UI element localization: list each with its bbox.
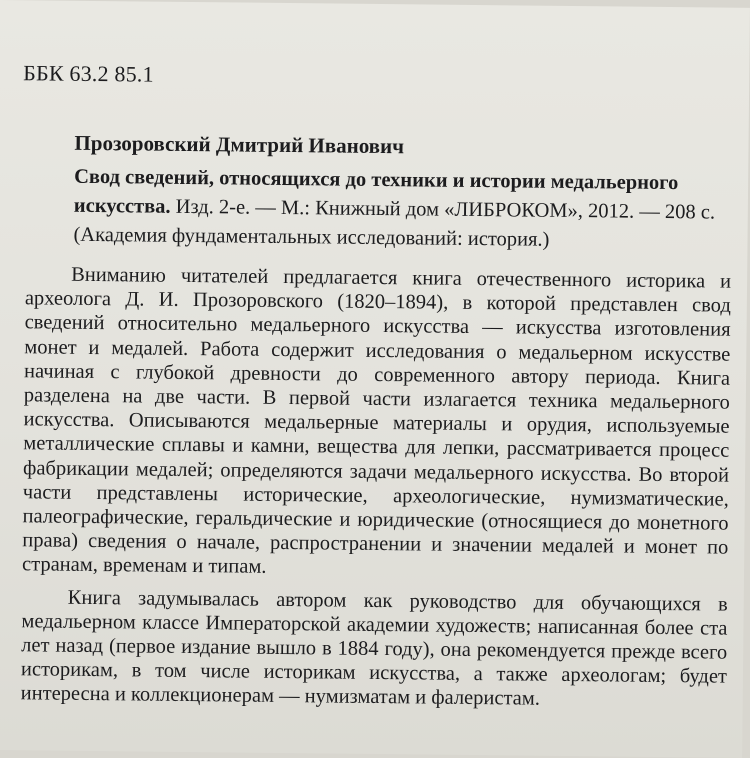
annotation [21, 262, 732, 721]
bibliographic-record [73, 163, 724, 257]
author-name: Прозоровский Дмитрий Иванович [74, 130, 405, 159]
annotation-paragraph-1: Вниманию читателей предлагается книга отечественного историка и археолога Д. И. Прозоровского (1820–1894), в которой представлен свод сведений относительно медальерного искусства — искусства изготовления монет и медалей. Работа содержит исследования о медальерном искусстве начиная с глубокой древности до современного автору периода. Книга разделена на две части. В первой части излагается техника медальерного искусства. Описываются медальерные материалы и орудия, используемые металлические сплавы и камни, вещества для лепки, рассматривается процесс фабрикации медалей; определяются задачи медальерного искусства. Во второй части представлены исторические, археологические, нумизматические, палеографические, геральдические и юридические (относящиеся до монетного права) сведения о начале, распространении и значении медалей и монет по странам, временам и типам. [21, 263, 732, 579]
series-name: (Академия фундаментальных исследований: история.) [73, 223, 550, 251]
annotation-paragraph-2: Книга задумывалась автором как руководство для обучающихся в медальерном классе Императорской академии художеств; написанная более ста лет назад (первое издание вышло в 1884 году), она рекомендуется прежде всего историкам, в том числе историкам искусства, а также археологам; будет интересна и коллекционерам — нумизматам и фалеристам. [20, 586, 728, 711]
bbk-code: ББК 63.2 85.1 [23, 60, 154, 87]
edition-details: Изд. 2-е. — М.: Книжный дом «ЛИБРОКОМ», 2012. — 208 с. [170, 195, 716, 224]
book-title: Свод сведений, относящихся до техники и истории медальерного искусства. [73, 165, 679, 218]
